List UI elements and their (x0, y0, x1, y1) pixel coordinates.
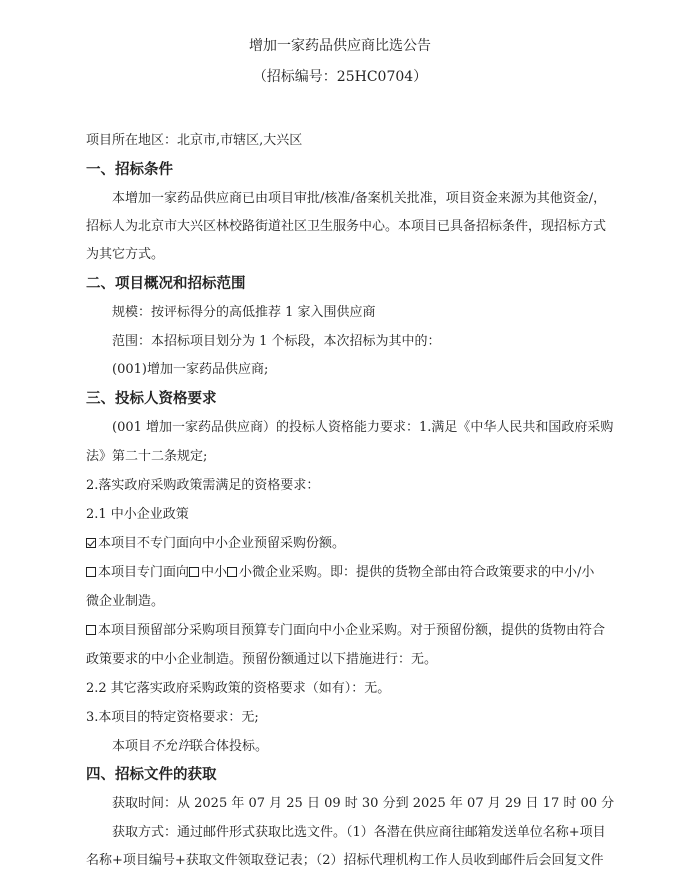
section-heading-2: 二、项目概况和招标范围 (86, 276, 246, 292)
section-heading-4: 四、招标文件的获取 (86, 767, 217, 783)
paragraph-line: 政策要求的中小企业制造。预留份额通过以下措施进行：无。 (86, 652, 438, 667)
scale-line: 规模：按评标得分的高低推荐 1 家入围供应商 (112, 305, 376, 320)
project-location: 项目所在地区：北京市,市辖区,大兴区 (86, 133, 303, 148)
checked-box-icon (86, 538, 96, 548)
tender-number: （招标编号：25HC0704） (252, 69, 428, 85)
lot-line: (001)增加一家药品供应商; (112, 362, 269, 377)
joint-emphasis: 不允许 (151, 739, 191, 754)
policy-line: 2.落实政府采购政策需满足的资格要求： (86, 478, 320, 493)
option-line (86, 564, 594, 582)
option-line (86, 535, 345, 553)
joint-text: 本项目 (112, 739, 152, 754)
sme-policy-line: 2.1 中小企业政策 (86, 507, 189, 522)
empty-box-icon (86, 625, 96, 635)
specific-requirement-line: 3.本项目的特定资格要求：无; (86, 710, 259, 725)
option-text: 本项目不专门面向中小企业预留采购份额。 (98, 536, 346, 551)
document-title: 增加一家药品供应商比选公告 (249, 38, 431, 54)
method-line: 获取方式：通过邮件形式获取比选文件。（1）各潜在供应商往邮箱发送单位名称+项目 (112, 825, 606, 840)
section-heading-1: 一、招标条件 (86, 162, 173, 178)
paragraph-line: 招标人为北京市大兴区林校路街道社区卫生服务中心。本项目已具备招标条件，现招标方式 (86, 219, 607, 234)
time-line: 获取时间：从 2025 年 07 月 25 日 09 时 30 分到 2025 年 07 月 29 日 17 时 00 分 (112, 796, 615, 811)
option-text: 小微企业采购。即：提供的货物全部由符合政策要求的中小/小 (239, 565, 595, 580)
joint-text: 联合体投标。 (190, 739, 269, 754)
method-line: 名称+项目编号+获取文件领取登记表；（2）招标代理机构工作人员收到邮件后会回复文件 (86, 853, 604, 868)
empty-box-icon (86, 567, 96, 577)
option-text: 本项目预留部分采购项目预算专门面向中小企业采购。对于预留份额，提供的货物由符合 (98, 623, 606, 638)
empty-box-icon (227, 567, 237, 577)
scope-line: 范围：本招标项目划分为 1 个标段，本次招标为其中的： (112, 334, 441, 349)
paragraph-line: 微企业制造。 (86, 594, 165, 609)
paragraph-line: 本增加一家药品供应商已由项目审批/核准/备案机关批准，项目资金来源为其他资金/， (112, 191, 607, 206)
option-text: 中小 (201, 565, 228, 580)
joint-bid-line (112, 738, 268, 756)
option-text: 本项目专门面向 (98, 565, 190, 580)
other-policy-line: 2.2 其它落实政府采购政策的资格要求（如有）：无。 (86, 681, 391, 696)
empty-box-icon (189, 567, 199, 577)
section-heading-3: 三、投标人资格要求 (86, 391, 217, 407)
option-line (86, 622, 605, 640)
paragraph-line: 法》第二十二条规定; (86, 449, 208, 464)
paragraph-line: (001 增加一家药品供应商）的投标人资格能力要求：1.满足《中华人民共和国政府采购 (112, 420, 614, 435)
paragraph-line: 为其它方式。 (86, 247, 165, 262)
